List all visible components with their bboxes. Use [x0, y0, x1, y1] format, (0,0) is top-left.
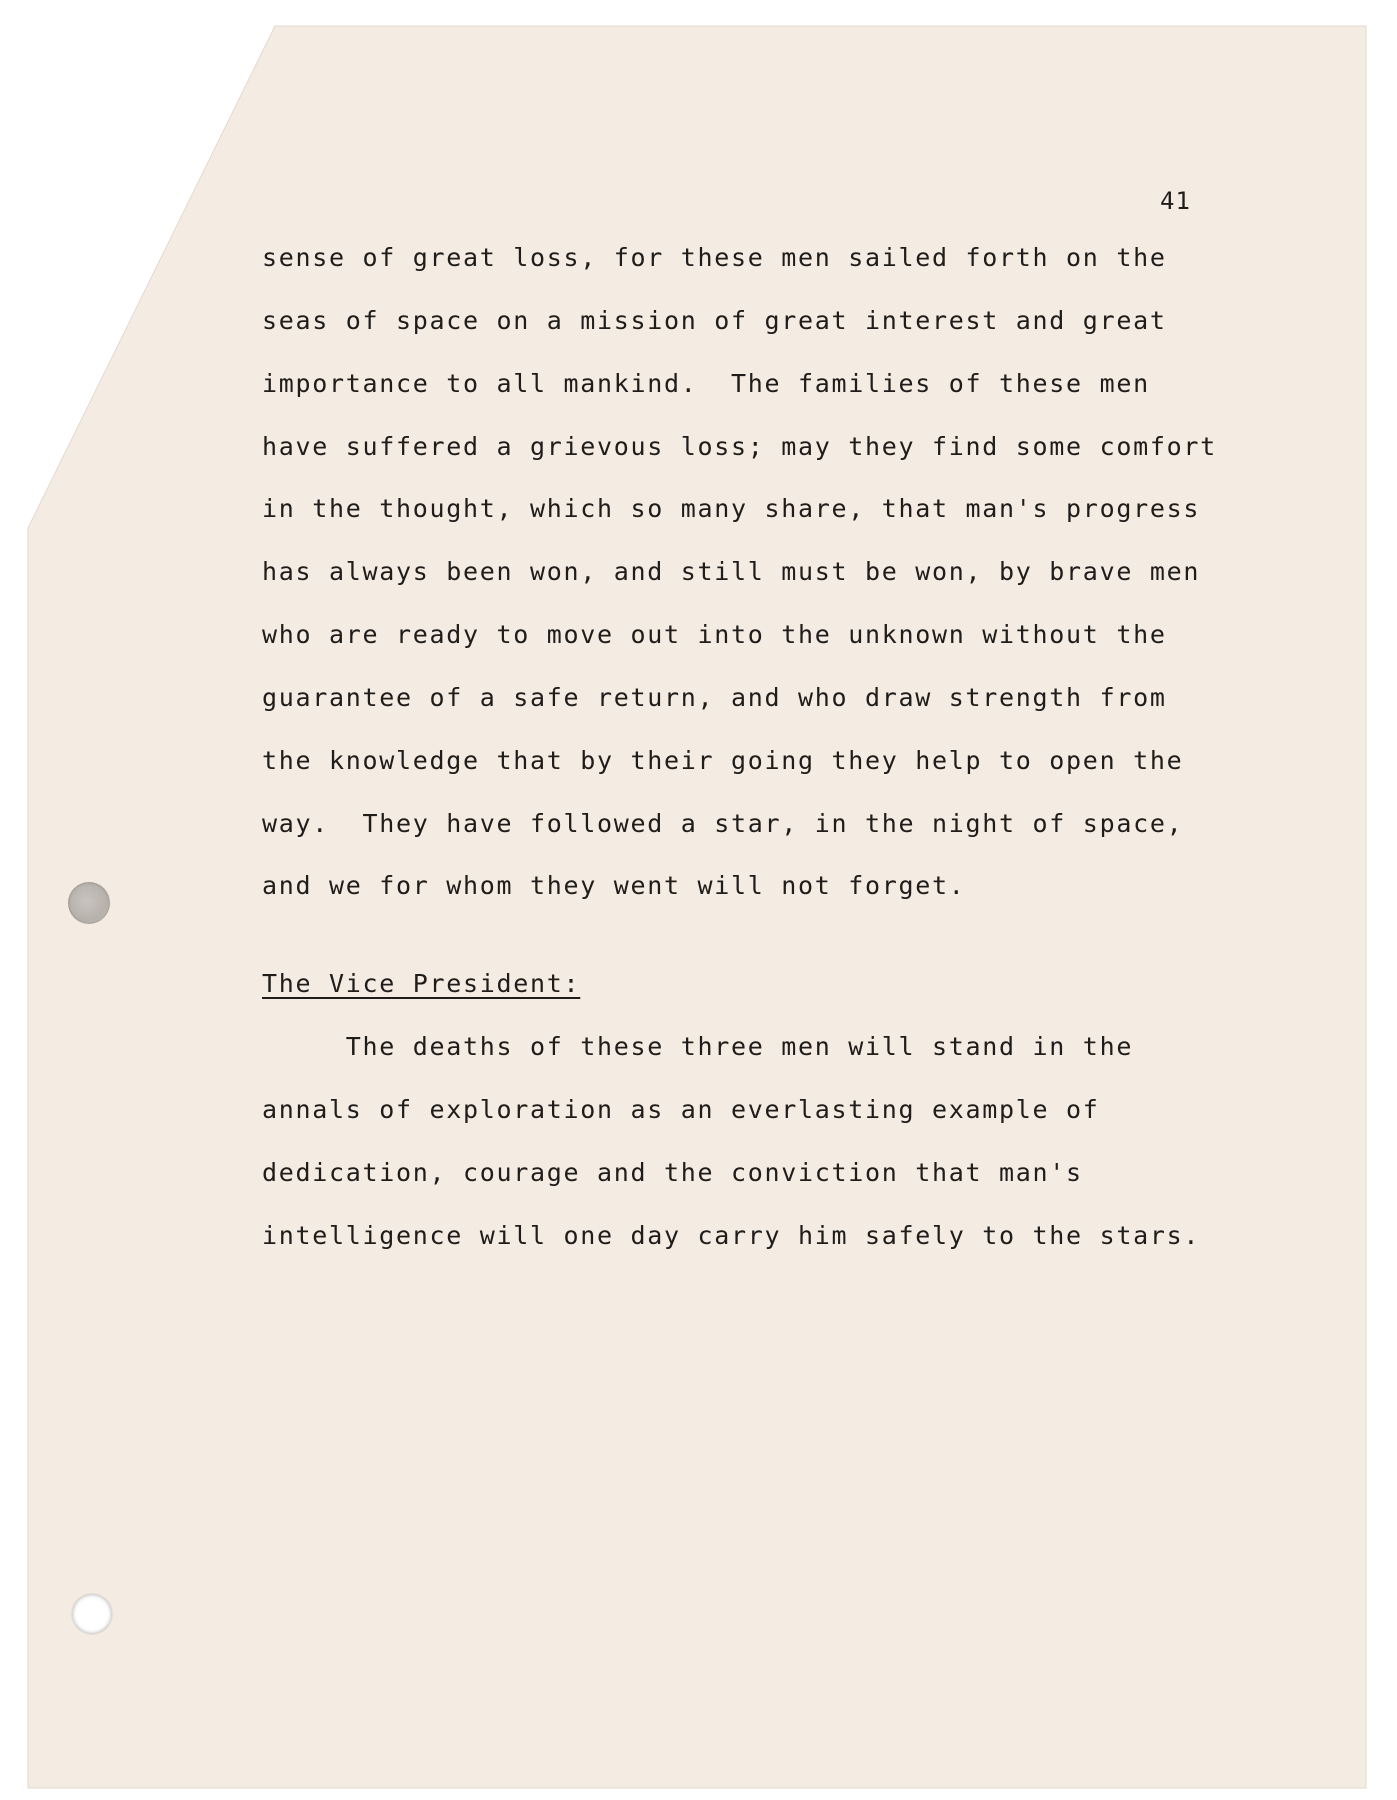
body-text-line: The deaths of these three men will stand in the: [262, 1032, 1134, 1061]
punch-hole-top: [68, 882, 110, 924]
body-text-line: have suffered a grievous loss; may they find some comfort: [262, 432, 1217, 461]
body-text-line: who are ready to move out into the unknown without the: [262, 620, 1167, 649]
body-text-line: intelligence will one day carry him safely to the stars.: [262, 1221, 1201, 1250]
body-text-line: the knowledge that by their going they help to open the: [262, 746, 1184, 775]
body-text-line: in the thought, which so many share, that man's progress: [262, 494, 1201, 523]
body-text-line: and we for whom they went will not forget.: [262, 871, 966, 900]
body-text-line: dedication, courage and the conviction that man's: [262, 1158, 1083, 1187]
body-text-line: has always been won, and still must be won, by brave men: [262, 557, 1201, 586]
body-text-line: annals of exploration as an everlasting example of: [262, 1095, 1100, 1124]
page-number: 41: [1160, 187, 1191, 215]
speaker-heading: The Vice President:: [262, 969, 581, 998]
body-text-line: importance to all mankind. The families of these men: [262, 369, 1150, 398]
body-text-line: sense of great loss, for these men sailed forth on the: [262, 243, 1167, 272]
body-text-line: seas of space on a mission of great interest and great: [262, 306, 1167, 335]
body-text-line: way. They have followed a star, in the night of space,: [262, 809, 1184, 838]
punch-hole-bottom: [72, 1594, 112, 1634]
body-text-line: guarantee of a safe return, and who draw strength from: [262, 683, 1167, 712]
